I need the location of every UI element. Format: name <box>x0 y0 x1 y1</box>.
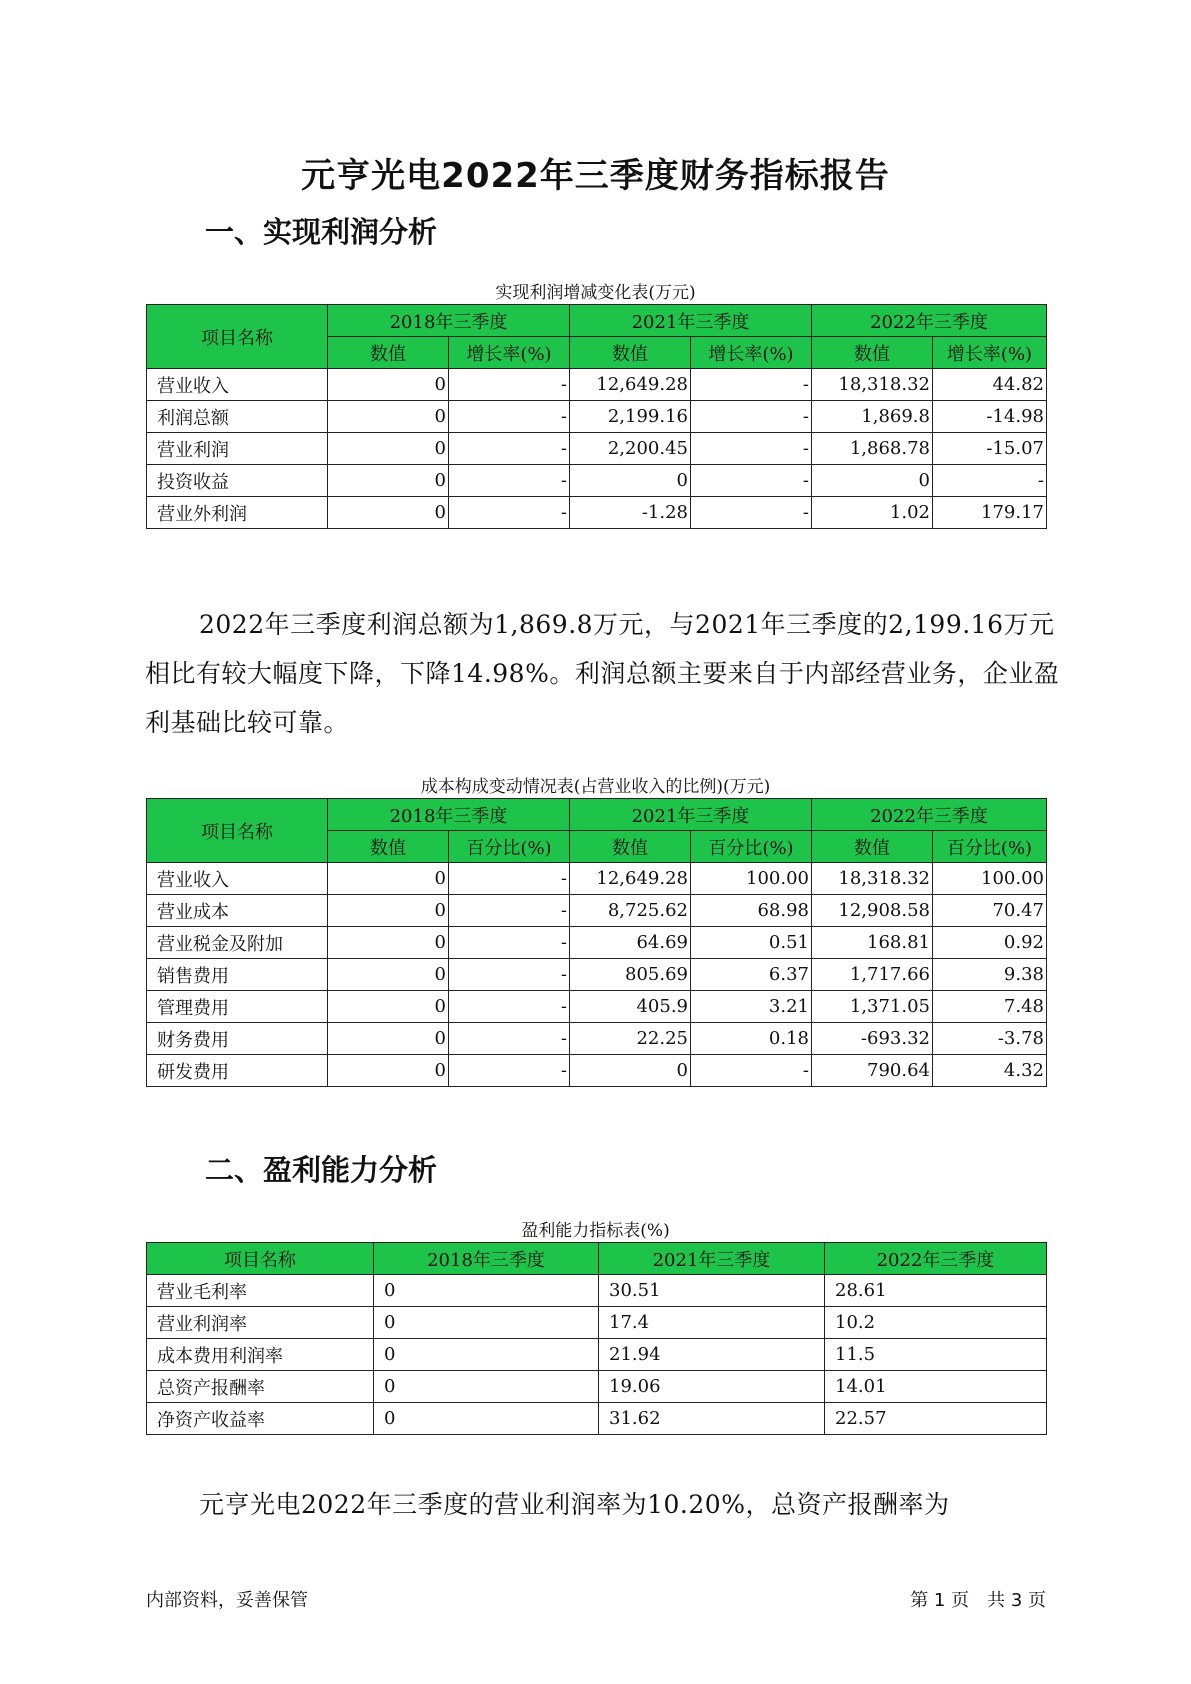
header-period: 2021年三季度 <box>599 1243 825 1275</box>
cell-value: -15.07 <box>933 433 1047 465</box>
cell-value: 0 <box>374 1403 599 1435</box>
header-sub: 数值 <box>570 337 691 369</box>
table-row <box>147 1275 1047 1307</box>
cell-value: 10.2 <box>825 1307 1047 1339</box>
table-row <box>147 1403 1047 1435</box>
header-sub: 百分比(%) <box>449 831 570 863</box>
cell-value: 168.81 <box>812 927 933 959</box>
cell-value: 0 <box>374 1339 599 1371</box>
cell-value: - <box>449 1055 570 1087</box>
cell-value: 0 <box>328 959 449 991</box>
cell-value: 18,318.32 <box>812 369 933 401</box>
cell-value: 18,318.32 <box>812 863 933 895</box>
cell-value: - <box>691 369 812 401</box>
cell-value: 28.61 <box>825 1275 1047 1307</box>
header-item-name: 项目名称 <box>147 1243 374 1275</box>
row-label: 成本费用利润率 <box>147 1339 374 1371</box>
header-period: 2018年三季度 <box>328 799 570 831</box>
cell-value: 0 <box>328 369 449 401</box>
cell-value: - <box>449 433 570 465</box>
cell-value: 0 <box>570 1055 691 1087</box>
cell-value: 100.00 <box>691 863 812 895</box>
header-sub: 百分比(%) <box>933 831 1047 863</box>
cell-value: - <box>449 863 570 895</box>
cell-value: 19.06 <box>599 1371 825 1403</box>
cell-value: 22.57 <box>825 1403 1047 1435</box>
table-row <box>147 927 1047 959</box>
row-label: 销售费用 <box>147 959 328 991</box>
row-label: 投资收益 <box>147 465 328 497</box>
cell-value: 0 <box>374 1275 599 1307</box>
row-label: 营业外利润 <box>147 497 328 529</box>
cell-value: 22.25 <box>570 1023 691 1055</box>
cell-value: 0 <box>328 991 449 1023</box>
cell-value: 68.98 <box>691 895 812 927</box>
cell-value: 11.5 <box>825 1339 1047 1371</box>
cell-value: 6.37 <box>691 959 812 991</box>
cell-value: 1.02 <box>812 497 933 529</box>
table-row <box>147 1055 1047 1087</box>
row-label: 财务费用 <box>147 1023 328 1055</box>
row-label: 总资产报酬率 <box>147 1371 374 1403</box>
cell-value: 805.69 <box>570 959 691 991</box>
cell-value: -693.32 <box>812 1023 933 1055</box>
header-sub: 数值 <box>812 831 933 863</box>
cell-value: 0 <box>328 465 449 497</box>
header-item-name: 项目名称 <box>147 799 328 863</box>
row-label: 营业成本 <box>147 895 328 927</box>
header-period: 2021年三季度 <box>570 305 812 337</box>
cell-value: - <box>449 991 570 1023</box>
cell-value: - <box>449 959 570 991</box>
cell-value: - <box>449 927 570 959</box>
cell-value: 0 <box>328 927 449 959</box>
cell-value: 21.94 <box>599 1339 825 1371</box>
header-period: 2018年三季度 <box>374 1243 599 1275</box>
table-row <box>147 1371 1047 1403</box>
cell-value: - <box>449 465 570 497</box>
header-sub: 增长率(%) <box>691 337 812 369</box>
row-label: 研发费用 <box>147 1055 328 1087</box>
cell-value: 1,371.05 <box>812 991 933 1023</box>
cell-value: - <box>691 433 812 465</box>
cell-value: 1,717.66 <box>812 959 933 991</box>
table-row <box>147 497 1047 529</box>
table-row <box>147 863 1047 895</box>
cell-value: 31.62 <box>599 1403 825 1435</box>
cell-value: 44.82 <box>933 369 1047 401</box>
cell-value: - <box>449 1023 570 1055</box>
table1-caption: 实现利润增减变化表(万元) <box>495 283 696 303</box>
header-sub: 数值 <box>812 337 933 369</box>
header-period: 2022年三季度 <box>825 1243 1047 1275</box>
cell-value: 179.17 <box>933 497 1047 529</box>
cell-value: - <box>449 369 570 401</box>
table-row <box>147 433 1047 465</box>
table3-caption: 盈利能力指标表(%) <box>521 1221 670 1241</box>
table2-caption: 成本构成变动情况表(占营业收入的比例)(万元) <box>420 777 771 797</box>
table-row <box>147 1023 1047 1055</box>
cell-value: 1,869.8 <box>812 401 933 433</box>
cell-value: 70.47 <box>933 895 1047 927</box>
cell-value: 30.51 <box>599 1275 825 1307</box>
table-row <box>147 465 1047 497</box>
row-label: 营业利润 <box>147 433 328 465</box>
row-label: 净资产收益率 <box>147 1403 374 1435</box>
header-period: 2022年三季度 <box>812 799 1047 831</box>
cell-value: -1.28 <box>570 497 691 529</box>
cell-value: - <box>691 1055 812 1087</box>
cell-value: - <box>691 401 812 433</box>
profitability-table <box>146 1242 1047 1435</box>
profitability-paragraph: 元亨光电2022年三季度的营业利润率为10.20%，总资产报酬率为 <box>199 1490 950 1519</box>
cell-value: - <box>691 465 812 497</box>
cell-value: 8,725.62 <box>570 895 691 927</box>
section-heading-profitability: 二、盈利能力分析 <box>205 1153 438 1187</box>
cell-value: 405.9 <box>570 991 691 1023</box>
row-label: 营业毛利率 <box>147 1275 374 1307</box>
cell-value: 17.4 <box>599 1307 825 1339</box>
header-period: 2022年三季度 <box>812 305 1047 337</box>
cell-value: 14.01 <box>825 1371 1047 1403</box>
cell-value: - <box>691 497 812 529</box>
cell-value: 100.00 <box>933 863 1047 895</box>
cell-value: 0 <box>328 863 449 895</box>
cost-structure-table <box>146 798 1047 1087</box>
profit-change-table <box>146 304 1047 529</box>
cell-value: - <box>449 401 570 433</box>
row-label: 利润总额 <box>147 401 328 433</box>
cell-value: 0 <box>328 895 449 927</box>
document-title: 元亨光电2022年三季度财务指标报告 <box>301 156 890 196</box>
header-sub: 百分比(%) <box>691 831 812 863</box>
table-row <box>147 1339 1047 1371</box>
header-sub: 增长率(%) <box>933 337 1047 369</box>
cell-value: 3.21 <box>691 991 812 1023</box>
row-label: 管理费用 <box>147 991 328 1023</box>
cell-value: 0 <box>328 433 449 465</box>
cell-value: 7.48 <box>933 991 1047 1023</box>
cell-value: 0 <box>328 1055 449 1087</box>
row-label: 营业利润率 <box>147 1307 374 1339</box>
cell-value: 12,649.28 <box>570 863 691 895</box>
cell-value: 0.18 <box>691 1023 812 1055</box>
cell-value: 2,199.16 <box>570 401 691 433</box>
table-row <box>147 895 1047 927</box>
header-item-name: 项目名称 <box>147 305 328 369</box>
cell-value: -14.98 <box>933 401 1047 433</box>
table-row <box>147 401 1047 433</box>
cell-value: 0.51 <box>691 927 812 959</box>
cell-value: 0 <box>374 1371 599 1403</box>
header-sub: 数值 <box>328 337 449 369</box>
row-label: 营业税金及附加 <box>147 927 328 959</box>
cell-value: 12,908.58 <box>812 895 933 927</box>
cell-value: 2,200.45 <box>570 433 691 465</box>
cell-value: - <box>449 497 570 529</box>
header-period: 2018年三季度 <box>328 305 570 337</box>
footer-page-number: 第 1 页 共 3 页 <box>910 1590 1046 1611</box>
section-heading-profit: 一、实现利润分析 <box>205 215 438 249</box>
cell-value: - <box>449 895 570 927</box>
header-period: 2021年三季度 <box>570 799 812 831</box>
cell-value: 0 <box>374 1307 599 1339</box>
cell-value: - <box>933 465 1047 497</box>
header-sub: 增长率(%) <box>449 337 570 369</box>
profit-analysis-paragraph: 2022年三季度利润总额为1,869.8万元，与2021年三季度的2,199.16万元相比有较大幅度下降，下降14.98%。利润总额主要来自于内部经营业务，企业盈利基础比较可靠。 <box>145 610 1060 737</box>
header-sub: 数值 <box>328 831 449 863</box>
cell-value: 9.38 <box>933 959 1047 991</box>
cell-value: 0 <box>570 465 691 497</box>
cell-value: 4.32 <box>933 1055 1047 1087</box>
cell-value: 0 <box>328 401 449 433</box>
table-row <box>147 369 1047 401</box>
table-row <box>147 1307 1047 1339</box>
cell-value: 0 <box>328 497 449 529</box>
table-row <box>147 959 1047 991</box>
row-label: 营业收入 <box>147 863 328 895</box>
cell-value: -3.78 <box>933 1023 1047 1055</box>
cell-value: 0 <box>328 1023 449 1055</box>
cell-value: 64.69 <box>570 927 691 959</box>
footer-confidential-note: 内部资料，妥善保管 <box>146 1590 308 1611</box>
cell-value: 0 <box>812 465 933 497</box>
row-label: 营业收入 <box>147 369 328 401</box>
cell-value: 12,649.28 <box>570 369 691 401</box>
table-row <box>147 991 1047 1023</box>
cell-value: 0.92 <box>933 927 1047 959</box>
header-sub: 数值 <box>570 831 691 863</box>
cell-value: 790.64 <box>812 1055 933 1087</box>
cell-value: 1,868.78 <box>812 433 933 465</box>
